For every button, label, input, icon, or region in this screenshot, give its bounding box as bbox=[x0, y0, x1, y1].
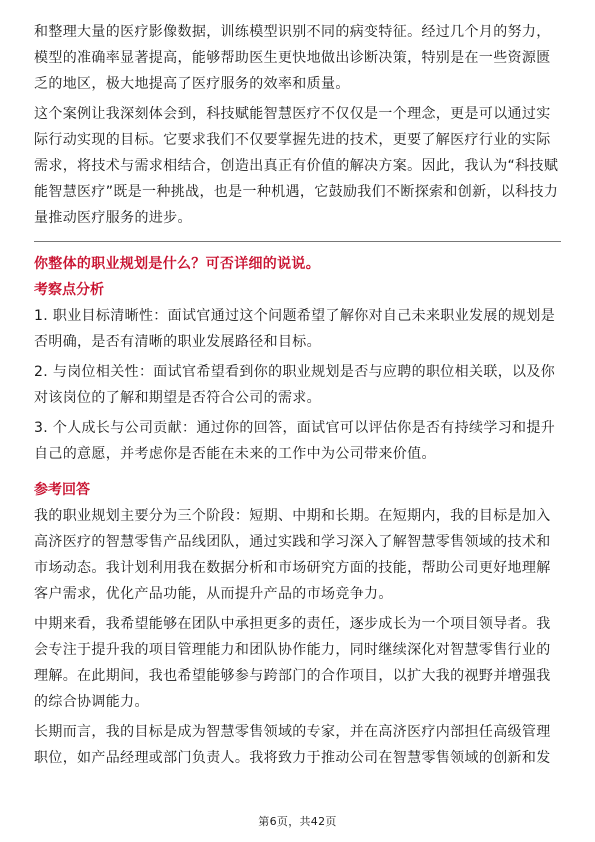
reference-paragraph: 中期来看，我希望能够在团队中承担更多的责任，逐步成长为一个项目领导者。我会专注于提升我的项目管理能力和团队协作能力，同时继续深化对智慧零售行业的理解。在此期间，我也希望能够参与跨部门的合作项目，以扩大我的视野并增强我的综合协调能力。 bbox=[34, 616, 551, 710]
section-divider bbox=[34, 241, 561, 242]
analysis-item: 1. 职业目标清晰性：面试官通过这个问题希望了解你对自己未来职业发展的规划是否明确，是否有清晰的职业发展路径和目标。 bbox=[34, 308, 556, 350]
reference-paragraph: 我的职业规划主要分为三个阶段：短期、中期和长期。在短期内，我的目标是加入高济医疗的智慧零售产品线团队，通过实践和学习深入了解智慧零售领域的技术和市场动态。我计划利用我在数据分析和市场研究方面的技能，帮助公司更好地理解客户需求，优化产品功能，从而提升产品的市场竞争力。 bbox=[34, 508, 551, 602]
analysis-heading: 考察点分析 bbox=[34, 282, 104, 298]
interview-question: 你整体的职业规划是什么？可否详细的说说。 bbox=[34, 256, 320, 272]
intro-paragraph: 和整理大量的医疗影像数据，训练模型识别不同的病变特征。经过几个月的努力，模型的准确率显著提高，能够帮助医生更快地做出诊断决策，特别是在一些资源匮乏的地区，极大地提高了医疗服务的效率和质量。 bbox=[34, 24, 551, 92]
analysis-item: 2. 与岗位相关性：面试官希望看到你的职业规划是否与应聘的职位相关联，以及你对该岗位的了解和期望是否符合公司的需求。 bbox=[34, 364, 556, 406]
page-number: 第6页，共42页 bbox=[258, 815, 337, 828]
intro-section bbox=[34, 19, 561, 231]
document-page bbox=[34, 19, 561, 775]
reference-heading: 参考回答 bbox=[34, 482, 90, 498]
intro-paragraph: 这个案例让我深刻体会到，科技赋能智慧医疗不仅仅是一个理念，更是可以通过实际行动实现的目标。它要求我们不仅要掌握先进的技术，更要了解医疗行业的实际需求，将技术与需求相结合，创造出真正有价值的解决方案。因此，我认为“科技赋能智慧医疗”既是一种挑战，也是一种机遇，它鼓励我们不断探索和创新，以科技力量推动医疗服务的进步。 bbox=[34, 106, 559, 226]
reference-paragraph: 长期而言，我的目标是成为智慧零售领域的专家，并在高济医疗内部担任高级管理职位，如产品经理或部门负责人。我将致力于推动公司在智慧零售领域的创新和发 bbox=[34, 724, 551, 766]
analysis-item: 3. 个人成长与公司贡献：通过你的回答，面试官可以评估你是否有持续学习和提升自己的意愿，并考虑你是否能在未来的工作中为公司带来价值。 bbox=[34, 420, 556, 462]
analysis-list bbox=[34, 303, 561, 467]
reference-answer bbox=[34, 503, 561, 771]
